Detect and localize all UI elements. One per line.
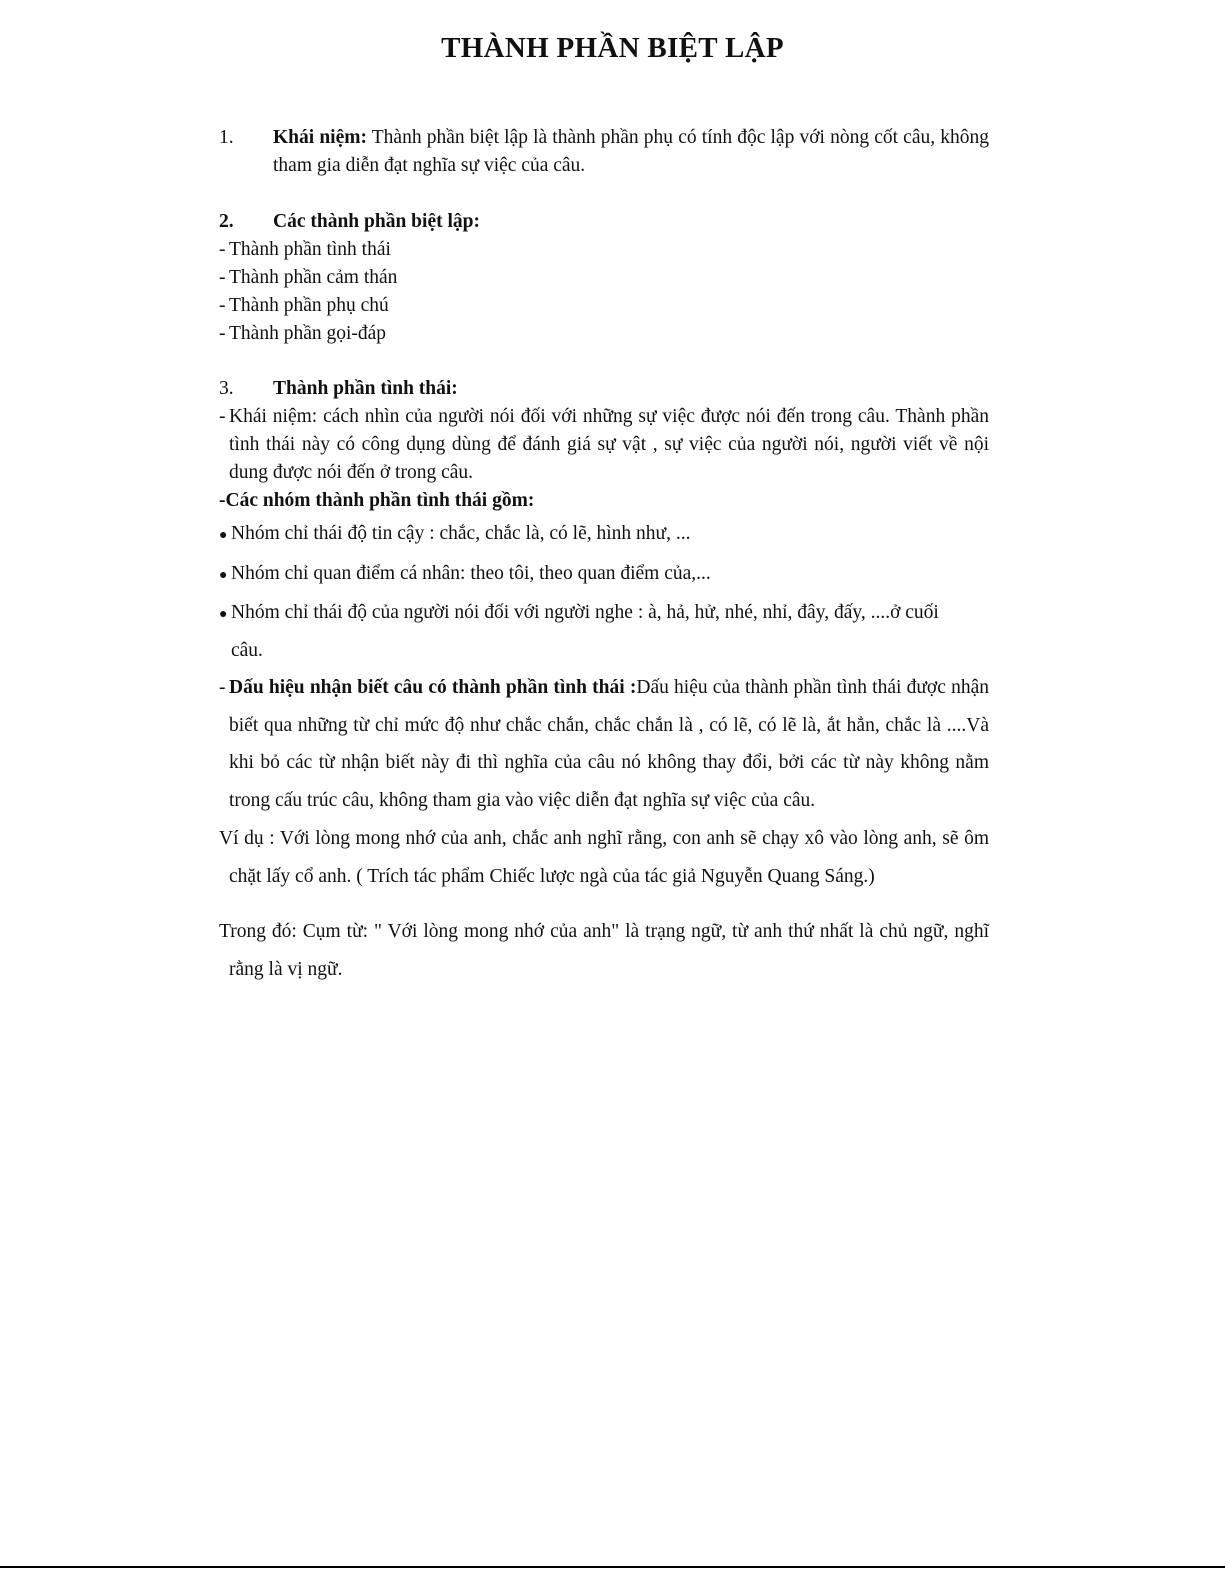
bullet-list [219,515,989,988]
signs-paragraph: - Dấu hiệu nhận biết câu có thành phần tình thái :Dấu hiệu của thành phần tình thái được nhận biết qua những từ chỉ mức độ như chắc chắn, chắc chắn là , có lẽ, có lẽ là, ắt hẳn, chắc là ....Và khi bỏ các từ nhận biết này đi thì nghĩa của câu nó không thay đổi, bởi các từ này không nằm trong cấu trúc câu, không tham gia vào việc diễn đạt nghĩa sự việc của câu. [219,677,989,811]
document-body [219,124,989,988]
section-heading: Khái niệm: [273,127,367,148]
section-heading: Thành phần tình thái: [273,378,458,399]
bullet-icon: ● [219,528,228,543]
list-item: ● Nhóm chỉ thái độ tin cậy : chắc, chắc là, có lẽ, hình như, ... [219,515,989,555]
list-item: ● Nhóm chỉ thái độ của người nói đối với người nghe : à, hả, hử, nhé, nhỉ, đây, đấy, ....ở cuối câu. [219,594,989,669]
bullet-icon: ● [219,567,228,583]
example-paragraph: Ví dụ : Với lòng mong nhớ của anh, chắc anh nghĩ rằng, con anh sẽ chạy xô vào lòng anh, sẽ ôm chặt lấy cổ anh. ( Trích tác phẩm Chiếc lược ngà của tác giả Nguyễn Quang Sáng.) [219,828,989,887]
section-components [219,208,989,348]
list-item: - Thành phần phụ chú [219,295,389,316]
analysis-paragraph: Trong đó: Cụm từ: " Với lòng mong nhớ của anh" là trạng ngữ, từ anh thứ nhất là chủ ngữ, nghĩ rằng là vị ngữ. [219,921,989,980]
list-item: ● Nhóm chỉ quan điểm cá nhân: theo tôi, theo quan điểm của,... [219,555,989,595]
page-title: THÀNH PHẦN BIỆT LẬP [441,32,784,64]
section-number: 3. [219,378,234,399]
signs-heading: Dấu hiệu nhận biết câu có thành phần tình thái : [229,677,637,698]
section-number: 1. [219,127,234,148]
section-heading: Các thành phần biệt lập: [273,211,480,232]
section-number: 2. [219,211,234,232]
section-text: Thành phần biệt lập là thành phần phụ có tính độc lập với nòng cốt câu, không tham gia diễn đạt nghĩa sự việc của câu. [273,127,989,176]
list-item: - Thành phần gọi-đáp [219,323,387,344]
section-concept [219,124,989,180]
groups-heading: -Các nhóm thành phần tình thái gồm: [219,490,535,511]
page-bottom-border [0,1566,1225,1568]
concept-paragraph: - Khái niệm: cách nhìn của người nói đối với những sự việc được nói đến trong câu. Thành phần tình thái này có công dụng dùng để đánh giá sự vật , sự việc của người nói, người viết về nội dung được nói đến ở trong câu. [219,406,989,483]
list-item: - Thành phần tình thái [219,239,391,260]
bullet-icon: ● [219,607,228,622]
section-modality [219,375,989,988]
list-item: - Thành phần cảm thán [219,267,398,288]
